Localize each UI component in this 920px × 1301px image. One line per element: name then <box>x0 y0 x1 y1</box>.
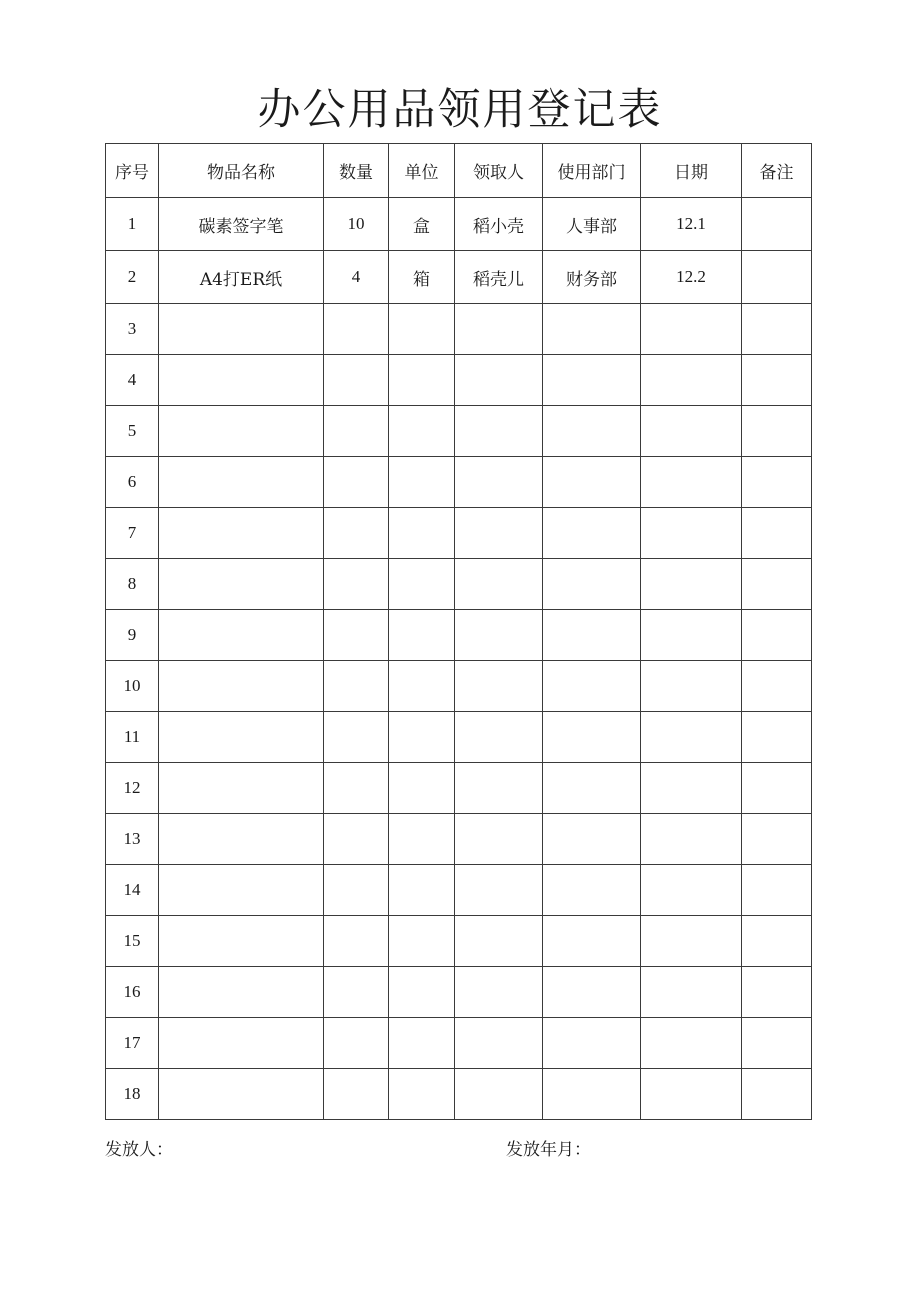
header-item-name: 物品名称 <box>159 144 324 198</box>
cell-unit <box>389 559 455 610</box>
cell-seq: 15 <box>106 916 159 967</box>
table-row <box>106 661 812 712</box>
table-row <box>106 508 812 559</box>
cell-department <box>543 1018 641 1069</box>
cell-unit <box>389 406 455 457</box>
cell-recipient <box>455 967 543 1018</box>
table-header-row <box>106 144 812 198</box>
cell-recipient: 稻小壳 <box>455 198 543 251</box>
cell-date <box>641 763 742 814</box>
cell-recipient <box>455 814 543 865</box>
cell-date <box>641 661 742 712</box>
cell-quantity <box>324 661 389 712</box>
table-row <box>106 457 812 508</box>
cell-department <box>543 610 641 661</box>
cell-remarks <box>742 916 812 967</box>
table-row <box>106 814 812 865</box>
cell-date <box>641 967 742 1018</box>
cell-remarks <box>742 406 812 457</box>
cell-recipient <box>455 1018 543 1069</box>
cell-date <box>641 916 742 967</box>
cell-remarks <box>742 355 812 406</box>
table-row <box>106 406 812 457</box>
cell-seq: 9 <box>106 610 159 661</box>
cell-item-name: A4打ER纸 <box>159 251 324 304</box>
cell-date <box>641 712 742 763</box>
cell-recipient <box>455 661 543 712</box>
table-row <box>106 610 812 661</box>
cell-quantity: 4 <box>324 251 389 304</box>
cell-recipient <box>455 865 543 916</box>
issuer-label: 发放人： <box>105 1140 173 1160</box>
cell-department <box>543 865 641 916</box>
cell-recipient <box>455 712 543 763</box>
cell-unit: 箱 <box>389 251 455 304</box>
cell-date <box>641 406 742 457</box>
cell-quantity <box>324 1018 389 1069</box>
cell-date <box>641 457 742 508</box>
cell-unit <box>389 1069 455 1120</box>
cell-date <box>641 865 742 916</box>
cell-unit <box>389 916 455 967</box>
issue-date-label: 发放年月： <box>506 1140 591 1160</box>
cell-recipient <box>455 1069 543 1120</box>
cell-date <box>641 610 742 661</box>
cell-department: 人事部 <box>543 198 641 251</box>
cell-quantity <box>324 355 389 406</box>
cell-quantity <box>324 406 389 457</box>
cell-seq: 11 <box>106 712 159 763</box>
cell-quantity: 10 <box>324 198 389 251</box>
cell-quantity <box>324 712 389 763</box>
cell-remarks <box>742 1069 812 1120</box>
cell-seq: 10 <box>106 661 159 712</box>
cell-date <box>641 508 742 559</box>
table-row <box>106 967 812 1018</box>
cell-seq: 18 <box>106 1069 159 1120</box>
cell-remarks <box>742 712 812 763</box>
cell-date: 12.1 <box>641 198 742 251</box>
cell-date: 12.2 <box>641 251 742 304</box>
cell-recipient: 稻壳儿 <box>455 251 543 304</box>
cell-unit <box>389 508 455 559</box>
cell-seq: 6 <box>106 457 159 508</box>
cell-seq: 13 <box>106 814 159 865</box>
cell-remarks <box>742 763 812 814</box>
header-seq: 序号 <box>106 144 159 198</box>
cell-item-name <box>159 610 324 661</box>
table-row <box>106 865 812 916</box>
cell-date <box>641 814 742 865</box>
cell-remarks <box>742 457 812 508</box>
cell-item-name <box>159 457 324 508</box>
cell-seq: 14 <box>106 865 159 916</box>
cell-item-name <box>159 712 324 763</box>
cell-recipient <box>455 457 543 508</box>
table-row <box>106 304 812 355</box>
cell-remarks <box>742 198 812 251</box>
cell-seq: 16 <box>106 967 159 1018</box>
table-row <box>106 712 812 763</box>
cell-quantity <box>324 304 389 355</box>
page-title: 办公用品领用登记表 <box>257 85 663 135</box>
table-row <box>106 355 812 406</box>
cell-department <box>543 916 641 967</box>
cell-recipient <box>455 610 543 661</box>
cell-department <box>543 508 641 559</box>
cell-remarks <box>742 610 812 661</box>
cell-unit <box>389 457 455 508</box>
table-row <box>106 198 812 251</box>
cell-date <box>641 355 742 406</box>
cell-seq: 12 <box>106 763 159 814</box>
table-row <box>106 763 812 814</box>
cell-item-name <box>159 916 324 967</box>
cell-department <box>543 763 641 814</box>
cell-seq: 5 <box>106 406 159 457</box>
cell-unit <box>389 355 455 406</box>
cell-item-name <box>159 355 324 406</box>
cell-item-name <box>159 304 324 355</box>
cell-seq: 4 <box>106 355 159 406</box>
cell-date <box>641 304 742 355</box>
cell-unit <box>389 304 455 355</box>
cell-item-name <box>159 865 324 916</box>
table-row <box>106 1018 812 1069</box>
cell-item-name: 碳素签字笔 <box>159 198 324 251</box>
cell-recipient <box>455 304 543 355</box>
cell-department <box>543 559 641 610</box>
cell-recipient <box>455 916 543 967</box>
header-recipient: 领取人 <box>455 144 543 198</box>
cell-date <box>641 559 742 610</box>
cell-remarks <box>742 304 812 355</box>
cell-item-name <box>159 814 324 865</box>
cell-item-name <box>159 1018 324 1069</box>
cell-recipient <box>455 559 543 610</box>
cell-department: 财务部 <box>543 251 641 304</box>
cell-unit <box>389 1018 455 1069</box>
cell-department <box>543 814 641 865</box>
cell-remarks <box>742 508 812 559</box>
cell-department <box>543 355 641 406</box>
cell-unit <box>389 712 455 763</box>
cell-remarks <box>742 661 812 712</box>
register-table <box>105 143 812 1120</box>
table-row <box>106 916 812 967</box>
cell-unit <box>389 814 455 865</box>
cell-date <box>641 1069 742 1120</box>
cell-seq: 2 <box>106 251 159 304</box>
cell-department <box>543 304 641 355</box>
cell-seq: 8 <box>106 559 159 610</box>
cell-department <box>543 661 641 712</box>
cell-unit: 盒 <box>389 198 455 251</box>
cell-item-name <box>159 559 324 610</box>
cell-department <box>543 406 641 457</box>
cell-recipient <box>455 763 543 814</box>
table-row <box>106 1069 812 1120</box>
cell-quantity <box>324 457 389 508</box>
cell-remarks <box>742 251 812 304</box>
cell-seq: 3 <box>106 304 159 355</box>
cell-item-name <box>159 508 324 559</box>
cell-quantity <box>324 559 389 610</box>
cell-seq: 17 <box>106 1018 159 1069</box>
cell-item-name <box>159 763 324 814</box>
cell-recipient <box>455 508 543 559</box>
cell-remarks <box>742 1018 812 1069</box>
cell-unit <box>389 661 455 712</box>
cell-recipient <box>455 355 543 406</box>
table-row <box>106 251 812 304</box>
cell-quantity <box>324 610 389 661</box>
cell-item-name <box>159 967 324 1018</box>
cell-unit <box>389 967 455 1018</box>
cell-seq: 1 <box>106 198 159 251</box>
cell-quantity <box>324 508 389 559</box>
cell-quantity <box>324 1069 389 1120</box>
cell-department <box>543 712 641 763</box>
header-date: 日期 <box>641 144 742 198</box>
cell-quantity <box>324 763 389 814</box>
cell-department <box>543 1069 641 1120</box>
cell-item-name <box>159 406 324 457</box>
cell-department <box>543 457 641 508</box>
cell-unit <box>389 610 455 661</box>
header-remarks: 备注 <box>742 144 812 198</box>
header-department: 使用部门 <box>543 144 641 198</box>
cell-remarks <box>742 814 812 865</box>
cell-date <box>641 1018 742 1069</box>
header-unit: 单位 <box>389 144 455 198</box>
cell-remarks <box>742 559 812 610</box>
cell-remarks <box>742 967 812 1018</box>
cell-item-name <box>159 1069 324 1120</box>
header-quantity: 数量 <box>324 144 389 198</box>
cell-remarks <box>742 865 812 916</box>
cell-unit <box>389 865 455 916</box>
cell-seq: 7 <box>106 508 159 559</box>
cell-quantity <box>324 967 389 1018</box>
cell-recipient <box>455 406 543 457</box>
cell-unit <box>389 763 455 814</box>
cell-quantity <box>324 865 389 916</box>
cell-quantity <box>324 916 389 967</box>
cell-quantity <box>324 814 389 865</box>
cell-department <box>543 967 641 1018</box>
table-row <box>106 559 812 610</box>
cell-item-name <box>159 661 324 712</box>
